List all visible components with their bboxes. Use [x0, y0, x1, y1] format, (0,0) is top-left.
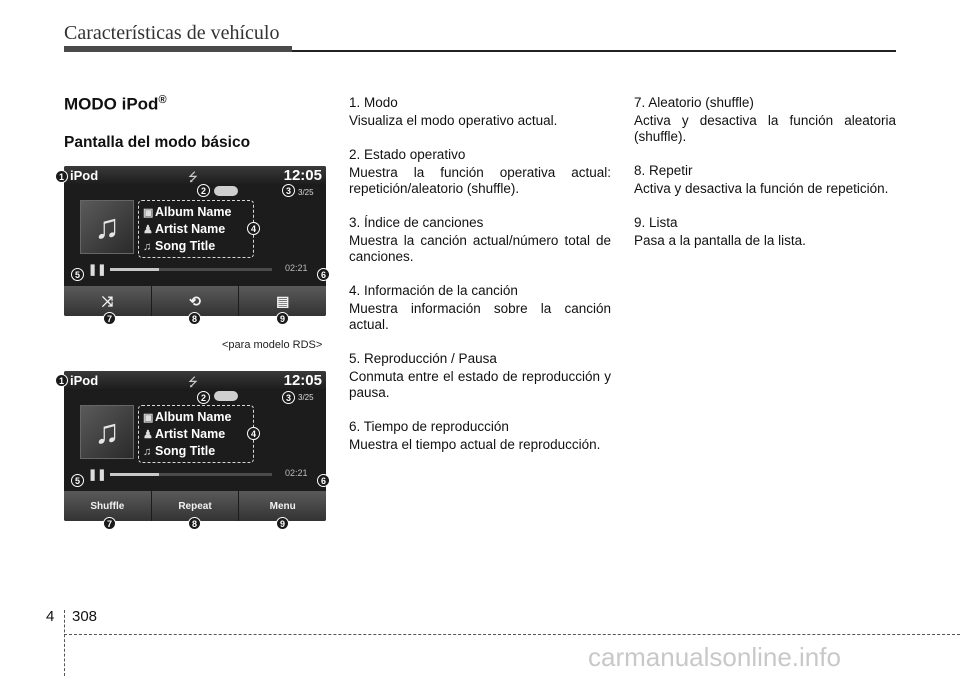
- item-title: 7. Aleatorio (shuffle): [634, 95, 754, 110]
- mode-label: iPod: [70, 373, 99, 388]
- progress-bar[interactable]: [110, 268, 272, 271]
- artist-icon: ♟: [143, 224, 153, 236]
- list-item: [349, 351, 611, 401]
- song-title: Song Title: [155, 444, 216, 458]
- callout-1: 1: [55, 374, 68, 387]
- shuffle-button[interactable]: Shuffle: [64, 491, 152, 521]
- album-art-icon: ♫: [80, 200, 134, 254]
- elapsed-time: 02:21: [285, 263, 308, 273]
- clock: 12:05: [283, 372, 322, 389]
- list-item: [349, 95, 611, 129]
- repeat-status-icon: [214, 186, 238, 196]
- menu-button[interactable]: Menu: [239, 491, 326, 521]
- registered-mark: ®: [158, 94, 167, 106]
- usb-icon: ⭍: [188, 375, 198, 389]
- song-icon: ♫: [143, 241, 152, 253]
- list-item: [349, 283, 611, 333]
- song-title: Song Title: [155, 239, 216, 253]
- artist-row: [143, 427, 225, 441]
- callout-8: 8: [188, 312, 201, 325]
- progress-bar[interactable]: [110, 473, 272, 476]
- item-title: 5. Reproducción / Pausa: [349, 351, 497, 366]
- clock: 12:05: [283, 167, 322, 184]
- callout-3: 3: [282, 391, 295, 404]
- song-row: [143, 444, 215, 458]
- callout-4: 4: [247, 222, 260, 235]
- track-index: 3/25: [298, 188, 314, 197]
- shuffle-icon: ⤨: [101, 292, 113, 309]
- item-description: Activa y desactiva la función aleatoria (shuffle).: [634, 113, 896, 144]
- item-title: 1. Modo: [349, 95, 398, 110]
- item-description: Pasa a la pantalla de la lista.: [634, 233, 806, 248]
- pause-icon[interactable]: ❚❚: [88, 469, 107, 481]
- artist-name: Artist Name: [155, 222, 226, 236]
- footer-divider: [64, 610, 65, 676]
- callout-4: 4: [247, 427, 260, 440]
- item-title: 4. Información de la canción: [349, 283, 518, 298]
- album-art-icon: ♫: [80, 405, 134, 459]
- page-number: 308: [72, 608, 98, 625]
- list-item: [634, 163, 896, 197]
- callout-9: 9: [276, 312, 289, 325]
- album-row: [143, 205, 231, 219]
- list-item: [349, 215, 611, 265]
- repeat-icon: ⟲: [189, 292, 201, 309]
- repeat-button[interactable]: Repeat: [152, 491, 240, 521]
- callout-2: 2: [197, 184, 210, 197]
- callout-5: 5: [71, 474, 84, 487]
- artist-row: [143, 222, 225, 236]
- footer-rule: [64, 634, 960, 635]
- item-title: 8. Repetir: [634, 163, 693, 178]
- song-icon: ♫: [143, 446, 152, 458]
- artist-icon: ♟: [143, 429, 153, 441]
- item-title: 2. Estado operativo: [349, 147, 466, 162]
- list-item: [634, 95, 896, 145]
- callout-3: 3: [282, 184, 295, 197]
- album-name: Album Name: [155, 205, 232, 219]
- pause-icon[interactable]: ❚❚: [88, 264, 107, 276]
- callout-1: 1: [55, 170, 68, 183]
- song-info-box: [138, 405, 254, 463]
- song-row: [143, 239, 215, 253]
- list-item: [634, 215, 896, 249]
- list-item: [349, 419, 611, 453]
- item-title: 3. Índice de canciones: [349, 215, 484, 230]
- track-index: 3/25: [298, 393, 314, 402]
- item-title: 9. Lista: [634, 215, 678, 230]
- section-subtitle: Pantalla del modo básico: [64, 134, 251, 151]
- item-title: 6. Tiempo de reproducción: [349, 419, 509, 434]
- mode-label: iPod: [70, 168, 99, 183]
- header-rule: [292, 50, 896, 52]
- header-accent-bar: [64, 46, 292, 52]
- elapsed-time: 02:21: [285, 468, 308, 478]
- callout-9: 9: [276, 517, 289, 530]
- album-name: Album Name: [155, 410, 232, 424]
- item-description: Muestra información sobre la canción actual.: [349, 301, 611, 332]
- callout-7: 7: [103, 517, 116, 530]
- item-description: Visualiza el modo operativo actual.: [349, 113, 558, 128]
- callout-5: 5: [71, 268, 84, 281]
- progress-fill: [110, 473, 159, 476]
- header-title: Características de vehículo: [64, 22, 280, 44]
- item-description: Muestra la canción actual/número total de canciones.: [349, 233, 611, 264]
- song-info-box: [138, 200, 254, 258]
- item-description: Conmuta entre el estado de reproducción y pausa.: [349, 369, 611, 400]
- progress-fill: [110, 268, 159, 271]
- item-description: Activa y desactiva la función de repetición.: [634, 181, 889, 196]
- callout-7: 7: [103, 312, 116, 325]
- description-column-2: [634, 95, 896, 267]
- section-title-text: MODO iPod: [64, 94, 159, 114]
- section-title: [64, 94, 167, 115]
- callout-6: 6: [317, 474, 330, 487]
- list-item: [349, 147, 611, 197]
- description-column-1: [349, 95, 611, 471]
- artist-name: Artist Name: [155, 427, 226, 441]
- callout-8: 8: [188, 517, 201, 530]
- figure-caption: <para modelo RDS>: [222, 339, 323, 351]
- list-icon: ▤: [276, 292, 290, 309]
- callout-2: 2: [197, 391, 210, 404]
- album-icon: ▣: [143, 412, 154, 424]
- album-row: [143, 410, 231, 424]
- album-icon: ▣: [143, 207, 154, 219]
- chapter-number: 4: [46, 608, 55, 625]
- item-description: Muestra el tiempo actual de reproducción.: [349, 437, 601, 452]
- repeat-status-icon: [214, 391, 238, 401]
- usb-icon: ⭍: [188, 170, 198, 184]
- item-description: Muestra la función operativa actual: repetición/aleatorio (shuffle).: [349, 165, 611, 196]
- watermark: carmanualsonline.info: [588, 642, 841, 672]
- callout-6: 6: [317, 268, 330, 281]
